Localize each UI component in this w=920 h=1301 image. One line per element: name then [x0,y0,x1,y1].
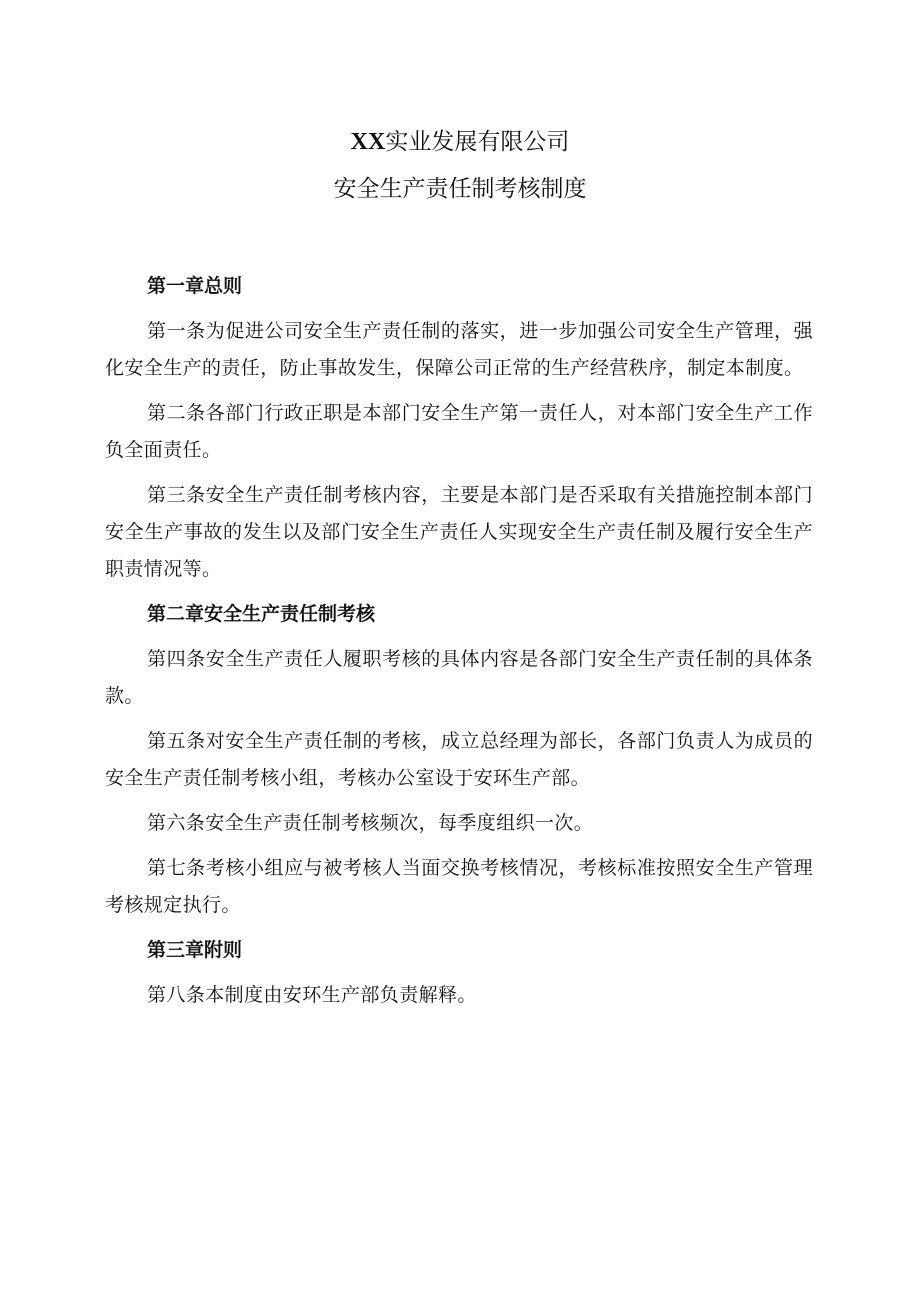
chapter-heading: 第一章总则 [147,275,243,297]
document-body [105,268,813,1022]
chapter-heading: 第二章安全生产责任制考核 [147,603,376,625]
company-title [0,127,920,157]
company-title-name: 实业发展有限公司 [385,129,570,155]
chapter-heading: 第三章附则 [147,939,243,961]
document-title: 安全生产责任制考核制度 [333,176,587,202]
article-paragraph: 第八条本制度由安环生产部负责解释。 [147,984,477,1006]
article-paragraph: 第二条各部门行政正职是本部门安全生产第一责任人，对本部门安全生产工作负全面责任。 [105,402,813,461]
article-paragraph: 第五条对安全生产责任制的考核，成立总经理为部长，各部门负责人为成员的安全生产责任制考核小组，考核办公室设于安环生产部。 [105,730,813,789]
company-title-prefix: XX [350,129,386,155]
article-paragraph: 第三条安全生产责任制考核内容，主要是本部门是否采取有关措施控制本部门安全生产事故的发生以及部门安全生产责任人实现安全生产责任制及履行安全生产职责情况等。 [105,484,813,580]
article-paragraph: 第四条安全生产责任人履职考核的具体内容是各部门安全生产责任制的具体条款。 [105,648,813,707]
article-paragraph: 第七条考核小组应与被考核人当面交换考核情况，考核标准按照安全生产管理考核规定执行。 [105,857,813,916]
article-paragraph: 第一条为促进公司安全生产责任制的落实，进一步加强公司安全生产管理，强化安全生产的责任，防止事故发生，保障公司正常的生产经营秩序，制定本制度。 [105,320,813,379]
article-paragraph: 第六条安全生产责任制考核频次，每季度组织一次。 [147,812,594,834]
